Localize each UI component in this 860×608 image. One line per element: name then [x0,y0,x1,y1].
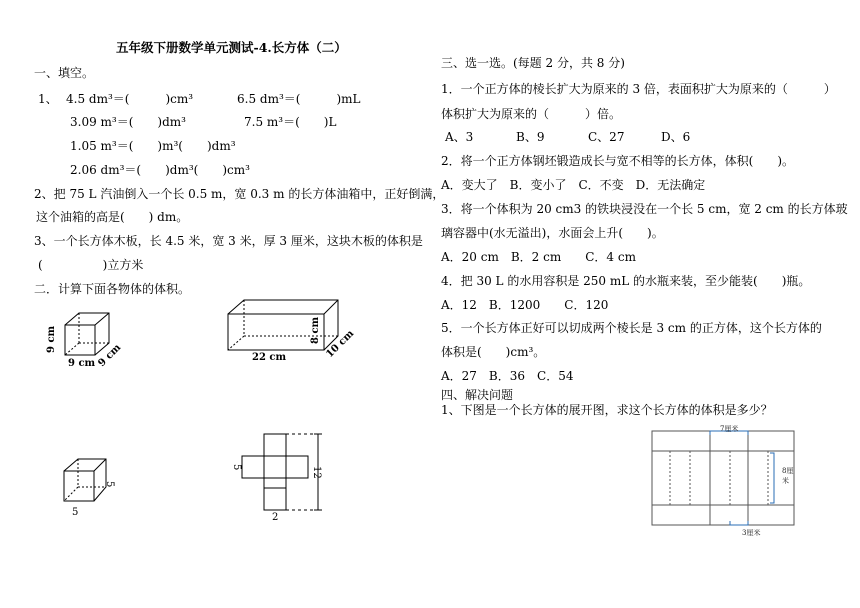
r-q1-line1: 1．一个正方体的棱长扩大为原来的 3 倍，表面积扩大为原来的（ ） [441,82,836,96]
r-q5-options: A．27 B．36 C．54 [441,369,574,383]
q1e-text: 1.05 m³＝( )m³( )dm³ [70,139,236,153]
q2-line1: 2、把 75 L 汽油倒入一个长 0.5 m，宽 0.3 m 的长方体油箱中，正好倒满， [34,187,445,201]
page-title: 五年级下册数学单元测试-4.长方体（二） [116,40,347,55]
net2-top-label: 7厘米 [720,425,739,433]
box-width-label: 10 cm [324,328,357,361]
cube1-height-label: 9 cm [46,325,57,353]
cube-net-figure [226,430,336,522]
q1f-text: 2.06 dm³＝( )dm³( )cm³ [70,163,250,177]
box-length-label: 22 cm [252,352,287,363]
q1c-text: 3.09 m³＝( )dm³ [70,115,186,129]
section-2-heading: 二．计算下面各物体的体积。 [34,282,191,296]
r-q3-options: A．20 cm B．2 cm C．4 cm [441,250,636,264]
cube-figure-5 [56,455,126,520]
q1b-text: 6.5 dm³＝( )mL [237,92,361,106]
net2-right-label-2: 米 [782,477,789,485]
q3-line1: 3、一个长方体木板，长 4.5 米，宽 3 米，厚 3 厘米，这块木板的体积是 [34,234,423,248]
net-bottom-label: 2 [272,512,279,523]
r-q4-text: 4．把 30 L 的水用容积是 250 mL 的水瓶来装，至少能装( )瓶。 [441,274,811,288]
r-q2-options: A．变大了 B．变小了 C．不变 D．无法确定 [441,178,706,192]
q1-index: 1、 [38,92,58,106]
cuboid-net-figure [650,423,810,538]
r-q5-line1: 5．一个长方体正好可以切成两个棱长是 3 cm 的正方体，这个长方体的 [441,321,822,335]
r-q5-line2: 体积是( )cm³。 [441,345,546,359]
r-q6-text: 1、下图是一个长方体的展开图，求这个长方体的体积是多少？ [441,403,773,417]
box-figure-22cm [222,296,362,368]
net2-right-label-1: 8厘 [782,467,794,475]
r-q2-text: 2．将一个正方体钢坯锻造成长与宽不相等的长方体，体积( )。 [441,154,795,168]
r-q1-line2: 体积扩大为原来的（ ）倍。 [441,107,622,121]
r-q1-option-d: D、6 [661,130,691,144]
q1d-text: 7.5 m³＝( )L [244,115,337,129]
net-left-label: 5 [231,464,242,471]
r-q3-line1: 3．将一个体积为 20 cm3 的铁块浸没在一个长 5 cm，宽 2 cm 的长方体玻 [441,202,848,216]
section-4-heading: 四、解决问题 [441,388,514,402]
cube2-right-label: 5 [104,481,115,488]
r-q3-line2: 璃容器中(水无溢出)，水面会上升( )。 [441,226,664,240]
r-q4-options: A．12 B．1200 C．120 [441,298,609,312]
q2-line2: 这个油箱的高是( ) dm。 [36,210,189,224]
r-q1-option-c: C、27 [588,130,625,144]
cube1-depth-label: 9 cm [96,342,124,370]
q3-line2: ( )立方米 [38,258,144,272]
cube2-bottom-label: 5 [72,507,79,518]
q1a-text: 4.5 dm³＝( )cm³ [66,92,194,106]
cube-figure-9cm [40,305,130,375]
box-height-label: 8 cm [310,316,321,344]
section-1-heading: 一、填空。 [34,66,95,80]
net2-bottom-label: 3厘米 [742,529,761,537]
cube1-width-label: 9 cm [68,358,96,369]
r-q1-option-b: B、9 [516,130,545,144]
net-right-label: 12 [311,466,322,479]
section-3-heading: 三、选一选。(每题 2 分，共 8 分) [441,56,625,70]
r-q1-option-a: A、3 [445,130,474,144]
